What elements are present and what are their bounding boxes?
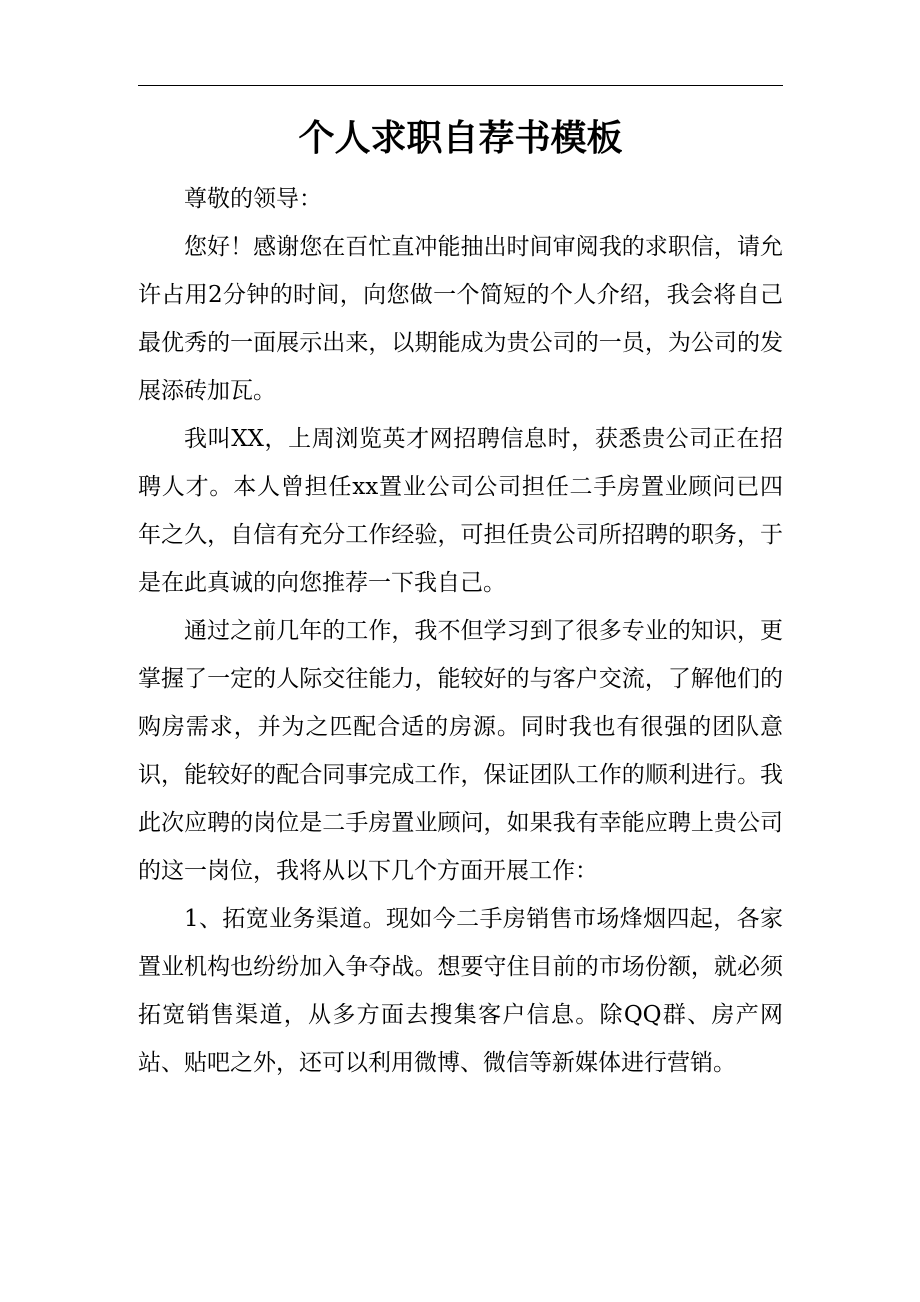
header-rule [138,85,783,86]
salutation: 尊敬的领导： [184,186,322,212]
paragraph-experience: 通过之前几年的工作，我不但学习到了很多专业的知识，更掌握了一定的人际交往能力，能较好的与客户交流，了解他们的购房需求，并为之匹配合适的房源。同时我也有很强的团队意识，能较好的配合同事完成工作，保证团队工作的顺利进行。我此次应聘的岗位是二手房置业顾问，如果我有幸能应聘上贵公司的这一岗位，我将从以下几个方面开展工作： [138,618,783,884]
paragraph-introduction: 我叫XX，上周浏览英才网招聘信息时，获悉贵公司正在招聘人才。本人曾担任xx置业公司公司担任二手房置业顾问已四年之久，自信有充分工作经验，可担任贵公司所招聘的职务，于是在此真诚的向您推荐一下我自己。 [138,426,783,596]
document-title: 个人求职自荐书模板 [298,117,623,159]
document-body [138,175,783,1087]
paragraph-greeting: 您好！感谢您在百忙直冲能抽出时间审阅我的求职信，请允许占用2分钟的时间，向您做一个简短的个人介绍，我会将自己最优秀的一面展示出来，以期能成为贵公司的一员，为公司的发展添砖加瓦。 [138,234,783,404]
paragraph-plan-item-1: 1、拓宽业务渠道。现如今二手房销售市场烽烟四起，各家置业机构也纷纷加入争夺战。想要守住目前的市场份额，就必须拓宽销售渠道，从多方面去搜集客户信息。除QQ群、房产网站、贴吧之外，还可以利用微博、微信等新媒体进行营销。 [138,906,783,1076]
